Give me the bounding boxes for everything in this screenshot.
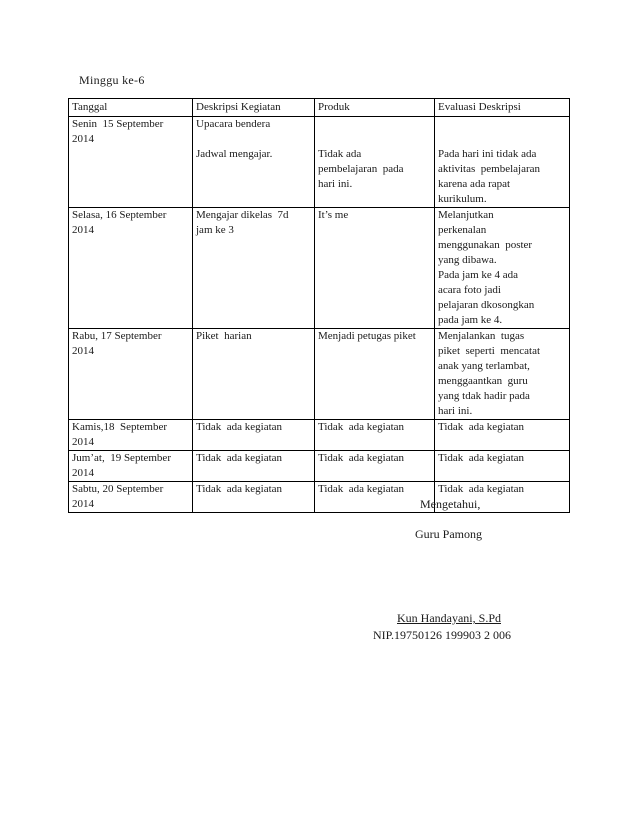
cell-text-line: Upacara bendera — [196, 118, 271, 130]
column-header-tanggal: Tanggal — [69, 99, 193, 117]
cell-tanggal — [69, 482, 193, 513]
cell-text-line: yang tdak hadir pada — [438, 390, 530, 402]
cell-text-line: yang dibawa. — [438, 254, 497, 266]
cell-deskripsi — [193, 208, 315, 329]
cell-text-line: Senin 15 September — [72, 118, 164, 130]
cell-text-line: Tidak ada kegiatan — [438, 452, 525, 464]
cell-spacer — [438, 117, 566, 132]
cell-text-line: Melanjutkan — [438, 209, 494, 221]
cell-text-line: 2014 — [72, 133, 94, 145]
cell-text-line: Rabu, 17 September — [72, 330, 162, 342]
cell-text-line: Jum’at, 19 September — [72, 452, 171, 464]
table-row — [69, 208, 570, 329]
cell-text-line: Tidak ada — [318, 148, 362, 160]
cell-produk — [315, 208, 435, 329]
table-body — [69, 117, 570, 513]
cell-text-line: 2014 — [72, 345, 94, 357]
cell-text-line: Tidak ada kegiatan — [318, 452, 405, 464]
cell-text-line: 2014 — [72, 224, 94, 236]
signature-nip: NIP.19750126 199903 2 006 — [373, 628, 512, 642]
cell-text-line: Selasa, 16 September — [72, 209, 167, 221]
column-header-evaluasi: Evaluasi Deskripsi — [435, 99, 570, 117]
cell-text-line: pelajaran dkosongkan — [438, 299, 535, 311]
cell-evaluasi — [435, 117, 570, 208]
activity-table — [68, 98, 570, 513]
cell-text-line: aktivitas pembelajaran — [438, 163, 541, 175]
cell-text-line: 2014 — [72, 436, 94, 448]
cell-tanggal — [69, 208, 193, 329]
cell-text-line: anak yang terlambat, — [438, 360, 530, 372]
cell-produk — [315, 482, 435, 513]
table-row — [69, 451, 570, 482]
cell-text-line: Tidak ada kegiatan — [196, 483, 283, 495]
signature-name: Kun Handayani, S.Pd — [397, 611, 501, 625]
cell-deskripsi — [193, 420, 315, 451]
cell-evaluasi — [435, 451, 570, 482]
cell-text-line: Mengajar dikelas 7d — [196, 209, 289, 221]
table-row — [69, 420, 570, 451]
cell-text-line: Tidak ada kegiatan — [196, 421, 283, 433]
cell-text-line: Kamis,18 September — [72, 421, 168, 433]
cell-text-line: Piket harian — [196, 330, 252, 342]
cell-produk — [315, 117, 435, 208]
cell-tanggal — [69, 329, 193, 420]
cell-evaluasi — [435, 329, 570, 420]
cell-text-line: Tidak ada kegiatan — [438, 483, 525, 495]
cell-text-line: pada jam ke 4. — [438, 314, 503, 326]
cell-tanggal — [69, 117, 193, 208]
cell-text-line: menggunakan poster — [438, 239, 533, 251]
cell-text-line: kurikulum. — [438, 193, 487, 205]
table-row — [69, 117, 570, 208]
cell-text-line: Tidak ada kegiatan — [196, 452, 283, 464]
signature-role: Guru Pamong — [415, 527, 482, 541]
column-header-deskripsi: Deskripsi Kegiatan — [193, 99, 315, 117]
cell-deskripsi — [193, 482, 315, 513]
week-heading: Minggu ke-6 — [79, 73, 145, 87]
cell-text-line: Tidak ada kegiatan — [438, 421, 525, 433]
cell-deskripsi — [193, 117, 315, 208]
cell-text-line: Menjadi petugas piket — [318, 330, 416, 342]
cell-text-line: Tidak ada kegiatan — [318, 421, 405, 433]
cell-produk — [315, 420, 435, 451]
cell-text-line: hari ini. — [318, 178, 353, 190]
cell-text-line: karena ada rapat — [438, 178, 511, 190]
cell-text-line: Menjalankan tugas — [438, 330, 525, 342]
column-header-produk: Produk — [315, 99, 435, 117]
cell-text-line: acara foto jadi — [438, 284, 501, 296]
cell-text-line: 2014 — [72, 467, 94, 479]
cell-text-line: Pada jam ke 4 ada — [438, 269, 519, 281]
table-row — [69, 329, 570, 420]
cell-tanggal — [69, 451, 193, 482]
cell-spacer — [318, 132, 431, 147]
cell-text-line: It’s me — [318, 209, 349, 221]
cell-text-line: Pada hari ini tidak ada — [438, 148, 537, 160]
cell-spacer — [196, 132, 311, 147]
cell-text-line: pembelajaran pada — [318, 163, 404, 175]
cell-produk — [315, 329, 435, 420]
cell-tanggal — [69, 420, 193, 451]
cell-text-line: hari ini. — [438, 405, 473, 417]
cell-text-line: perkenalan — [438, 224, 487, 236]
cell-text-line: jam ke 3 — [196, 224, 234, 236]
cell-text-line: Tidak ada kegiatan — [318, 483, 405, 495]
cell-spacer — [318, 117, 431, 132]
cell-deskripsi — [193, 451, 315, 482]
cell-deskripsi — [193, 329, 315, 420]
table-header-row — [69, 99, 570, 117]
cell-text-line: Jadwal mengajar. — [196, 148, 273, 160]
cell-text-line: piket seperti mencatat — [438, 345, 541, 357]
cell-produk — [315, 451, 435, 482]
cell-evaluasi — [435, 208, 570, 329]
cell-text-line: Sabtu, 20 September — [72, 483, 164, 495]
cell-evaluasi — [435, 420, 570, 451]
cell-spacer — [438, 132, 566, 147]
signature-acknowledged: Mengetahui, — [420, 497, 481, 511]
cell-text-line: menggaantkan guru — [438, 375, 528, 387]
cell-text-line: 2014 — [72, 498, 94, 510]
table-row — [69, 482, 570, 513]
